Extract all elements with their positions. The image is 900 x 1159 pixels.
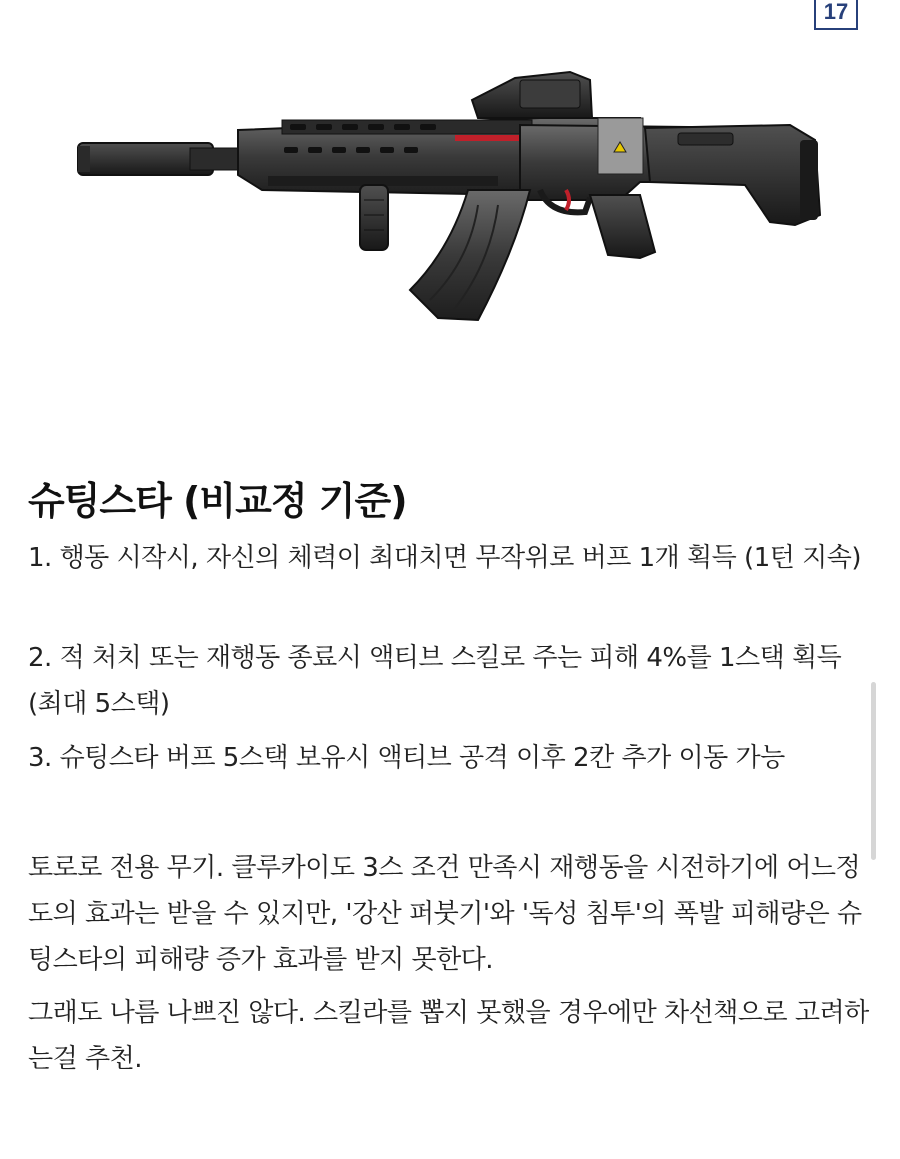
vertical-foregrip xyxy=(360,185,388,250)
scrollbar[interactable] xyxy=(871,682,876,860)
section-title: 슈팅스타 (비교정 기준) xyxy=(28,479,407,523)
magazine xyxy=(410,190,530,320)
description-paragraph-1: 토로로 전용 무기. 클루카이도 3스 조건 만족시 재행동을 시전하기에 어느정도의 효과는 받을 수 있지만, '강산 퍼붓기'와 '독성 침투'의 폭발 피해량은 슈팅스타의 피해량 증가 효과를 받지 못한다. xyxy=(28,853,862,975)
skill-line-3: 3. 슈팅스타 버프 5스택 보유시 액티브 공격 이후 2칸 추가 이동 가능 xyxy=(28,743,785,773)
skill-line-1: 1. 행동 시작시, 자신의 체력이 최대치면 무작위로 버프 1개 획득 (1턴 지속) xyxy=(28,543,861,573)
skill-line-2: 2. 적 처치 또는 재행동 종료시 액티브 스킬로 주는 피해 4%를 1스택 획득 (최대 5스택) xyxy=(28,643,842,719)
description-paragraph-2: 그래도 나름 나쁘진 않다. 스킬라를 뽑지 못했을 경우에만 차선책으로 고려하는걸 추천. xyxy=(28,998,869,1074)
assault-rifle-image xyxy=(60,60,840,360)
pistol-grip xyxy=(590,195,655,258)
page-number: 17 xyxy=(814,0,858,30)
